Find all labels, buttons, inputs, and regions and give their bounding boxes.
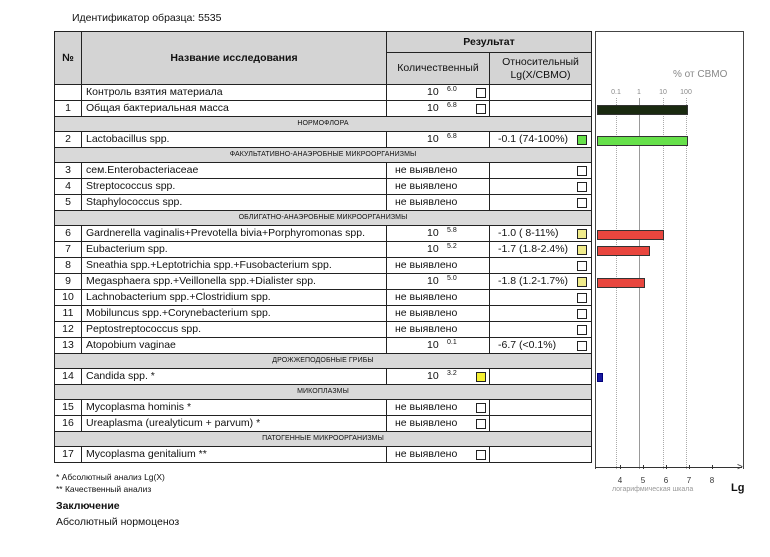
table-row (55, 101, 592, 117)
relative-cell (490, 242, 592, 258)
section-row (55, 117, 592, 132)
section-label: ФАКУЛЬТАТИВНО-АНАЭРОБНЫЕ МИКРООРГАНИЗМЫ (55, 148, 592, 163)
section-row (55, 211, 592, 226)
header-relative (490, 53, 592, 85)
row-number: 11 (55, 306, 82, 322)
relative-value: -1.7 (1.8-2.4%) (498, 243, 569, 255)
test-name: Mobiluncus spp.+Corynebacterium spp. (82, 306, 387, 322)
relative-cell (490, 322, 592, 338)
axis-caption: логарифмическая шкала (612, 486, 694, 493)
relative-cell (490, 85, 592, 101)
quantitative-cell (387, 242, 490, 258)
status-box-icon (476, 104, 486, 114)
table-row (55, 85, 592, 101)
section-row (55, 432, 592, 447)
quantitative-cell (387, 132, 490, 148)
table-row (55, 274, 592, 290)
table-row (55, 195, 592, 211)
quantitative-cell (387, 416, 490, 432)
relative-cell (490, 290, 592, 306)
row-number (55, 85, 82, 101)
x-tick-mark (666, 465, 667, 469)
quantitative-cell (387, 306, 490, 322)
row-number: 7 (55, 242, 82, 258)
header-name: Название исследования (82, 32, 387, 85)
table-row (55, 132, 592, 148)
table-row (55, 369, 592, 385)
status-box-icon (577, 135, 587, 145)
section-label: ПАТОГЕННЫЕ МИКРООРГАНИЗМЫ (55, 432, 592, 447)
header-no: № (55, 32, 82, 85)
table-row (55, 226, 592, 242)
quantity-exponent: 3.2 (447, 370, 457, 377)
not-detected-text: не выявлено (395, 259, 458, 271)
quantity-base: 10 (427, 370, 439, 382)
x-tick-label: 6 (663, 476, 669, 485)
grid-line (686, 98, 687, 469)
chart-bar (597, 278, 645, 288)
quantity-exponent: 5.2 (447, 243, 457, 250)
row-number: 1 (55, 101, 82, 117)
test-name: Gardnerella vaginalis+Prevotella bivia+Porphyromonas spp. (82, 226, 387, 242)
quantitative-cell (387, 179, 490, 195)
quantitative-cell (387, 290, 490, 306)
pct-label: % от CBMO (673, 69, 728, 80)
chart-bar (597, 246, 650, 256)
not-detected-text: не выявлено (395, 417, 458, 429)
header-relative-line2: Lg(X/CBMO) (510, 68, 571, 81)
test-name: Candida spp. * (82, 369, 387, 385)
status-box-icon (577, 182, 587, 192)
axis-unit: Lg (731, 482, 745, 494)
x-tick-label: 4 (617, 476, 623, 485)
status-box-icon (577, 277, 587, 287)
test-name: Staphylococcus spp. (82, 195, 387, 211)
table-row (55, 306, 592, 322)
table-row (55, 179, 592, 195)
test-name: Atopobium vaginae (82, 338, 387, 354)
x-tick-label: 8 (709, 476, 715, 485)
conclusion-title: Заключение (56, 500, 120, 512)
status-box-icon (577, 229, 587, 239)
quantitative-cell (387, 101, 490, 117)
section-label: ОБЛИГАТНО-АНАЭРОБНЫЕ МИКРООРГАНИЗМЫ (55, 211, 592, 226)
relative-cell (490, 274, 592, 290)
header-result: Результат (387, 32, 592, 53)
status-box-icon (476, 88, 486, 98)
section-row (55, 354, 592, 369)
row-number: 17 (55, 447, 82, 463)
results-body (55, 85, 592, 463)
relative-value: -6.7 (<0.1%) (498, 339, 557, 351)
table-row (55, 338, 592, 354)
status-box-icon (476, 372, 486, 382)
section-label: МИКОПЛАЗМЫ (55, 385, 592, 400)
header-relative-line1: Относительный (502, 55, 579, 68)
quantity-base: 10 (427, 275, 439, 287)
row-number: 6 (55, 226, 82, 242)
row-number: 5 (55, 195, 82, 211)
quantity-exponent: 6.8 (447, 102, 457, 109)
footnote-absolute: * Абсолютный анализ Lg(X) (56, 472, 165, 482)
relative-cell (490, 195, 592, 211)
test-name: Lachnobacterium spp.+Clostridium spp. (82, 290, 387, 306)
quantity-base: 10 (427, 133, 439, 145)
test-name: Контроль взятия материала (82, 85, 387, 101)
table-row (55, 416, 592, 432)
not-detected-text: не выявлено (395, 180, 458, 192)
quantity-exponent: 6.0 (447, 86, 457, 93)
section-row (55, 385, 592, 400)
relative-cell (490, 447, 592, 463)
test-name: Mycoplasma genitalium ** (82, 447, 387, 463)
not-detected-text: не выявлено (395, 196, 458, 208)
not-detected-text: не выявлено (395, 291, 458, 303)
row-number: 2 (55, 132, 82, 148)
relative-value: -0.1 (74-100%) (498, 133, 569, 145)
status-box-icon (476, 450, 486, 460)
row-number: 15 (55, 400, 82, 416)
status-box-icon (577, 261, 587, 271)
chart-bar (597, 105, 688, 115)
test-name: Общая бактериальная масса (82, 101, 387, 117)
status-box-icon (577, 166, 587, 176)
status-box-icon (476, 403, 486, 413)
status-box-icon (476, 419, 486, 429)
quantitative-cell (387, 274, 490, 290)
row-number: 9 (55, 274, 82, 290)
chart-bar (597, 373, 603, 382)
section-label: НОРМОФЛОРА (55, 117, 592, 132)
relative-cell (490, 101, 592, 117)
quantity-base: 10 (427, 86, 439, 98)
test-name: сем.Enterobacteriaceae (82, 163, 387, 179)
sample-id: Идентификатор образца: 5535 (72, 12, 222, 24)
relative-cell (490, 306, 592, 322)
quantitative-cell (387, 226, 490, 242)
quantitative-cell (387, 400, 490, 416)
row-number: 12 (55, 322, 82, 338)
row-number: 10 (55, 290, 82, 306)
footnote-qualitative: ** Качественный анализ (56, 484, 152, 494)
not-detected-text: не выявлено (395, 323, 458, 335)
top-tick-label: 10 (659, 89, 667, 96)
relative-cell (490, 163, 592, 179)
x-tick-mark (712, 465, 713, 469)
not-detected-text: не выявлено (395, 307, 458, 319)
status-box-icon (577, 309, 587, 319)
test-name: Ureaplasma (urealyticum + parvum) * (82, 416, 387, 432)
test-name: Peptostreptococcus spp. (82, 322, 387, 338)
relative-cell (490, 132, 592, 148)
quantitative-cell (387, 322, 490, 338)
conclusion-text: Абсолютный нормоценоз (56, 516, 180, 528)
relative-cell (490, 258, 592, 274)
quantitative-cell (387, 447, 490, 463)
x-tick-label: 7 (686, 476, 692, 485)
quantitative-cell (387, 85, 490, 101)
results-table (54, 31, 592, 463)
row-number: 3 (55, 163, 82, 179)
quantitative-cell (387, 195, 490, 211)
relative-cell (490, 338, 592, 354)
section-row (55, 148, 592, 163)
test-name: Sneathia spp.+Leptotrichia spp.+Fusobacterium spp. (82, 258, 387, 274)
row-number: 16 (55, 416, 82, 432)
relative-cell (490, 400, 592, 416)
row-number: 4 (55, 179, 82, 195)
x-tick-mark (689, 465, 690, 469)
quantitative-cell (387, 369, 490, 385)
quantitative-cell (387, 258, 490, 274)
section-label: ДРОЖЖЕПОДОБНЫЕ ГРИБЫ (55, 354, 592, 369)
table-row (55, 322, 592, 338)
relative-value: -1.8 (1.2-1.7%) (498, 275, 569, 287)
axis-arrow-icon: > (737, 462, 743, 473)
quantity-exponent: 5.0 (447, 275, 457, 282)
relative-value: -1.0 ( 8-11%) (498, 227, 559, 239)
not-detected-text: не выявлено (395, 401, 458, 413)
top-tick-label: 1 (637, 89, 641, 96)
table-row (55, 242, 592, 258)
status-box-icon (577, 198, 587, 208)
test-name: Lactobacillus spp. (82, 132, 387, 148)
chart-panel (595, 31, 744, 469)
relative-cell (490, 179, 592, 195)
quantity-base: 10 (427, 102, 439, 114)
test-name: Streptococcus spp. (82, 179, 387, 195)
row-number: 13 (55, 338, 82, 354)
table-row (55, 258, 592, 274)
top-tick-label: 100 (680, 89, 692, 96)
status-box-icon (577, 341, 587, 351)
x-tick-mark (620, 465, 621, 469)
quantitative-cell (387, 163, 490, 179)
not-detected-text: не выявлено (395, 164, 458, 176)
table-row (55, 290, 592, 306)
header-quantitative: Количественный (387, 53, 490, 85)
test-name: Megasphaera spp.+Veillonella spp.+Dialister spp. (82, 274, 387, 290)
status-box-icon (577, 245, 587, 255)
relative-cell (490, 226, 592, 242)
x-tick-mark (643, 465, 644, 469)
quantitative-cell (387, 338, 490, 354)
relative-cell (490, 369, 592, 385)
row-number: 8 (55, 258, 82, 274)
test-name: Mycoplasma hominis * (82, 400, 387, 416)
quantity-exponent: 6.8 (447, 133, 457, 140)
chart-bar (597, 230, 664, 240)
chart-bar (597, 136, 688, 146)
quantity-base: 10 (427, 227, 439, 239)
x-tick-label: 5 (640, 476, 646, 485)
status-box-icon (577, 293, 587, 303)
table-row (55, 447, 592, 463)
quantity-base: 10 (427, 339, 439, 351)
quantity-exponent: 0.1 (447, 339, 457, 346)
quantity-base: 10 (427, 243, 439, 255)
top-tick-label: 0.1 (611, 89, 621, 96)
not-detected-text: не выявлено (395, 448, 458, 460)
grid-line (663, 98, 664, 469)
table-row (55, 400, 592, 416)
row-number: 14 (55, 369, 82, 385)
x-axis (595, 467, 742, 468)
status-box-icon (577, 325, 587, 335)
quantity-exponent: 5.8 (447, 227, 457, 234)
relative-cell (490, 416, 592, 432)
table-row (55, 163, 592, 179)
test-name: Eubacterium spp. (82, 242, 387, 258)
